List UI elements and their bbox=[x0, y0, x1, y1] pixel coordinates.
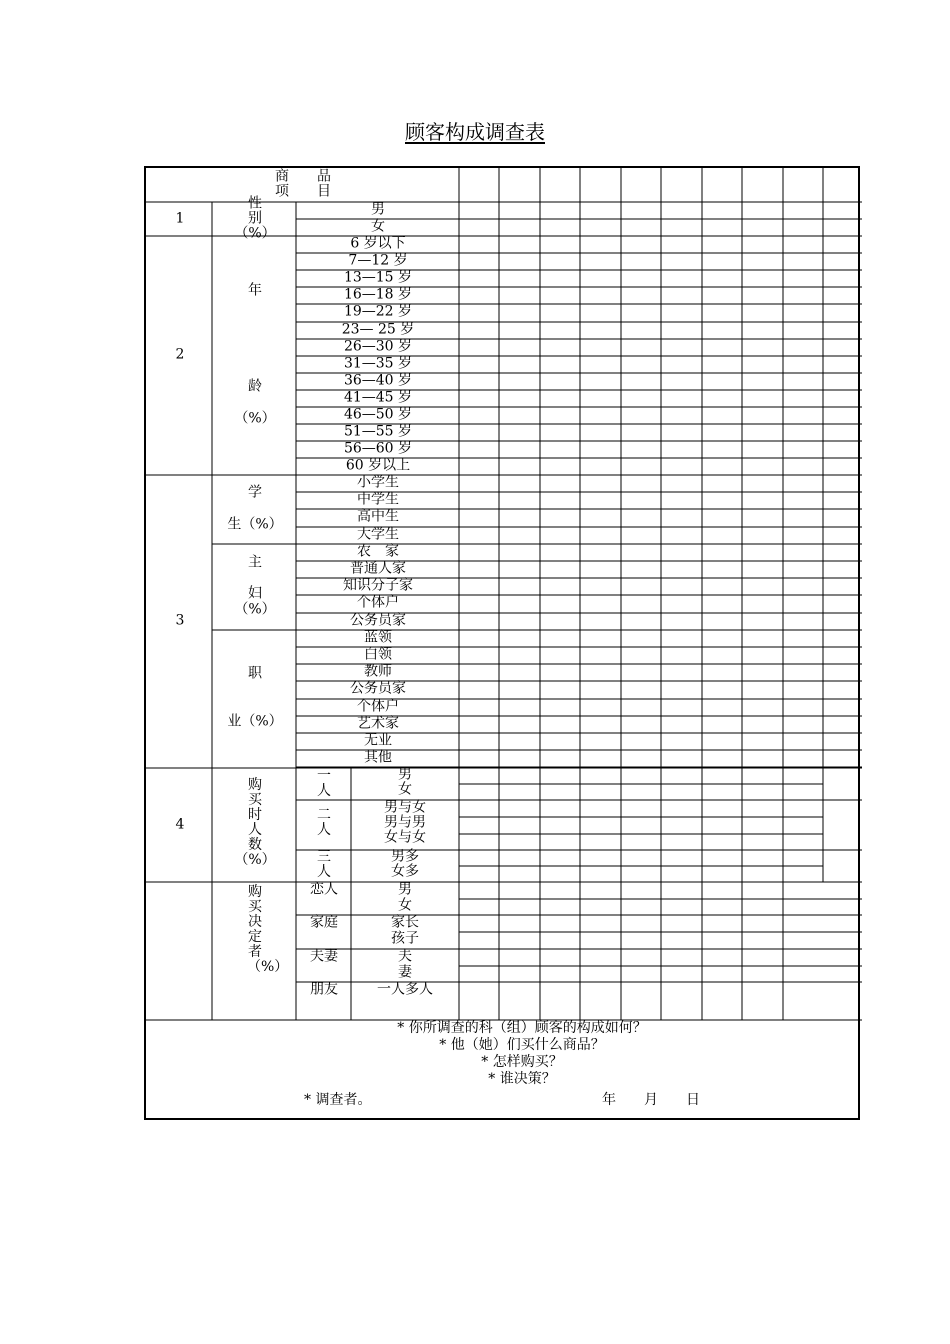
student-label-top: 学 bbox=[248, 484, 262, 501]
row-label: 小学生 bbox=[357, 474, 399, 491]
row-label: 男 bbox=[371, 201, 385, 218]
row-label: 孩子 bbox=[391, 930, 419, 947]
row-label: 女 bbox=[371, 218, 385, 235]
row-label: 56—60 岁 bbox=[343, 440, 413, 457]
row-label: 女 bbox=[398, 781, 412, 798]
row-label: 普通人家 bbox=[350, 560, 406, 577]
section-4-number: 4 bbox=[175, 816, 185, 833]
row-label: 其他 bbox=[364, 749, 392, 766]
note-line: * 谁决策？ bbox=[488, 1071, 556, 1087]
housewife-label-top: 主 bbox=[248, 554, 262, 571]
group-label: 三 人 bbox=[317, 849, 331, 880]
section-2-label-bottom: （%） bbox=[234, 410, 276, 427]
group-label: 二 人 bbox=[317, 807, 331, 838]
row-label: 农 家 bbox=[357, 543, 399, 560]
row-label: 家长 bbox=[391, 914, 419, 931]
row-label: 23— 25 岁 bbox=[341, 321, 415, 338]
row-label: 36—40 岁 bbox=[343, 372, 413, 389]
row-label: 蓝领 bbox=[364, 629, 392, 646]
row-label: 公务员家 bbox=[350, 612, 406, 629]
note-line: * 他（她）们买什么商品？ bbox=[439, 1037, 605, 1053]
section-2-label-top: 年 bbox=[248, 282, 262, 299]
group-label: 家庭 bbox=[310, 914, 338, 931]
row-label: 6 岁以下 bbox=[350, 235, 406, 252]
header-goods-label: 商 品 bbox=[275, 168, 331, 185]
row-label: 公务员家 bbox=[350, 680, 406, 697]
section-1-number: 1 bbox=[175, 210, 185, 227]
housewife-label-mid: 妇 bbox=[248, 585, 262, 602]
page-title: 顾客构成调查表 bbox=[405, 120, 545, 144]
row-label: 男与女 bbox=[384, 799, 426, 816]
note-line: * 你所调查的科（组）顾客的构成如何？ bbox=[397, 1020, 647, 1036]
row-label: 46—50 岁 bbox=[343, 406, 413, 423]
row-label: 男多 bbox=[391, 848, 419, 865]
row-label: 41—45 岁 bbox=[343, 389, 413, 406]
row-label: 男 bbox=[398, 881, 412, 898]
row-label: 26—30 岁 bbox=[343, 338, 413, 355]
group-label: 恋人 bbox=[310, 881, 338, 898]
student-label-bottom: 生（%） bbox=[227, 516, 283, 533]
row-label: 16—18 岁 bbox=[343, 286, 413, 303]
row-label: 女多 bbox=[391, 863, 419, 880]
row-label: 艺术家 bbox=[357, 715, 399, 732]
row-label: 女与女 bbox=[384, 829, 426, 846]
survey-notes bbox=[146, 1020, 858, 1112]
row-label: 个体户 bbox=[357, 594, 399, 611]
group-label: 朋友 bbox=[310, 981, 338, 998]
group-label: 夫妻 bbox=[310, 948, 338, 965]
section-2-label-mid: 龄 bbox=[248, 378, 262, 395]
row-label: 一人多人 bbox=[377, 981, 433, 998]
section-4-label: 购 买 时 人 数 （%） bbox=[234, 777, 276, 868]
date-label: 年 月 日 bbox=[602, 1092, 700, 1108]
table-grid bbox=[146, 168, 862, 1122]
section-2-number: 2 bbox=[175, 346, 185, 363]
row-label: 夫 bbox=[398, 948, 412, 965]
row-label: 51—55 岁 bbox=[343, 423, 413, 440]
note-line: * 怎样购买？ bbox=[481, 1054, 563, 1070]
row-label: 白领 bbox=[364, 646, 392, 663]
occupation-label-bottom: 业（%） bbox=[227, 713, 283, 730]
row-label: 13—15 岁 bbox=[343, 269, 413, 286]
row-label: 7—12 岁 bbox=[348, 252, 408, 269]
occupation-label-top: 职 bbox=[248, 665, 262, 682]
row-label: 女 bbox=[398, 897, 412, 914]
row-label: 31—35 岁 bbox=[343, 355, 413, 372]
row-label: 男与男 bbox=[384, 814, 426, 831]
section-1-label: 性 别 （%） bbox=[234, 195, 276, 242]
row-label: 高中生 bbox=[357, 508, 399, 525]
row-label: 中学生 bbox=[357, 491, 399, 508]
row-label: 19—22 岁 bbox=[343, 303, 413, 320]
row-label: 个体户 bbox=[357, 698, 399, 715]
row-label: 妻 bbox=[398, 964, 412, 981]
housewife-label-bottom: （%） bbox=[234, 601, 276, 618]
survey-table bbox=[144, 166, 860, 1120]
section-5-label: 购 买 决 定 者 （%） bbox=[247, 884, 289, 975]
investigator-label: * 调查者。 bbox=[304, 1092, 372, 1108]
section-3-number: 3 bbox=[175, 612, 185, 629]
row-label: 教师 bbox=[364, 663, 392, 680]
row-label: 知识分子家 bbox=[343, 577, 413, 594]
row-label: 男 bbox=[398, 766, 412, 783]
group-label: 一 人 bbox=[317, 768, 331, 799]
header-item-label: 项 目 bbox=[275, 183, 331, 200]
row-label: 大学生 bbox=[357, 526, 399, 543]
row-label: 60 岁以上 bbox=[345, 457, 411, 474]
row-label: 无业 bbox=[364, 732, 392, 749]
